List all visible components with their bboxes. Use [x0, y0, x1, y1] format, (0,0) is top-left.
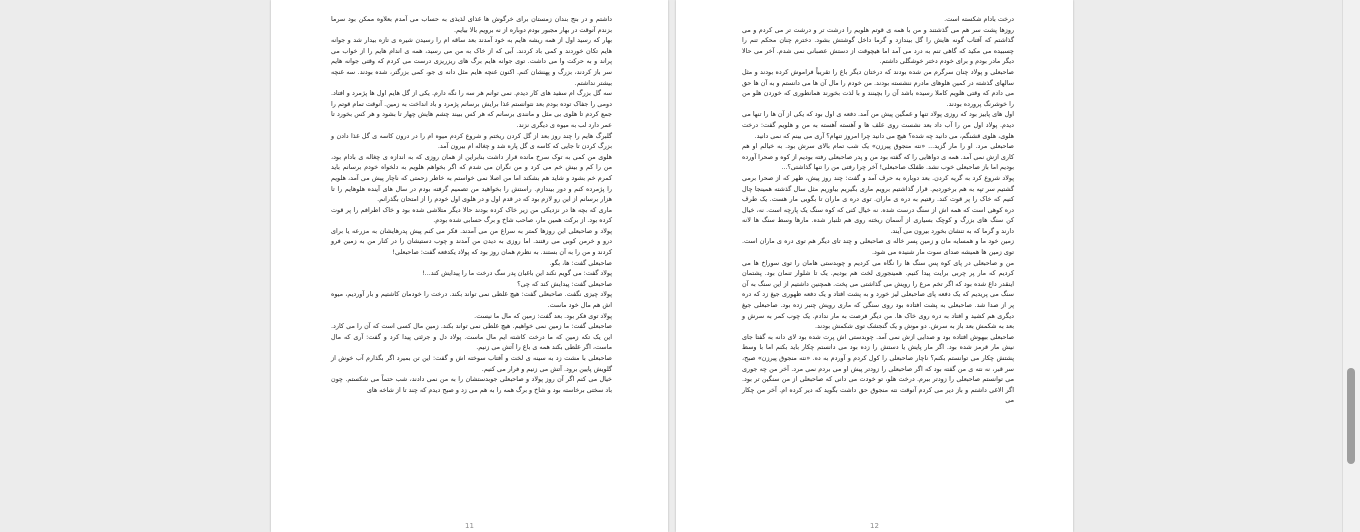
page-text: داشتم و در بنج بندان زمستان برای خرگوش ها غذای لذیذی به حساب می آمدم بعلاوه ممکن بود سرما بزندم آنوقت در بهار مجبور بودم دوباره از نه برویم بالا بیایم. بهار که رسید اول از همه ریشه هایم به خود آمدند بعد ساقه ام را رسیدن شیره ی تازه بیدار شد و جوانه هایم تکان خوردند و کمی باد کردند. آبی که از خاک به من می رسید، همه ی اندام هایم را از خواب می پراند و به حرکت وا می داشت. توی جوانه هایم برگ های ریزریزی درست می کردم که وقتی جوانه هایم سر باز کردند، بزرگ و پهنشان کنم. اکنون غنچه هایم مثل دانه ی جو، کمی بزرگتر، شده بودند. سه غنچه بیشتر نداشتم. سه گل بزرگ ام سفید های کار دیدم. نمی توانم هر سه را نگه دارم. یکی از گل هایم اول ها پژمرد و افتاد. دومی را جفاک توده بودم بعد نتوانستم غذا برایش برسانم پژمرد و باد انداخت به زمین. آنوقت تمام قوتم را جمع کردم تا هلوی بی مثل و مانندی برسانم که هر کس ببیند چشم هایش چهار تا بشود و هر کس بخورد تا عمر دارد لب به میوه ی دیگری نزند. گلبرگ هایم را چند روز بعد از گل کردن ریختم و شروع کردم میوه ام را در درون کاسه ی گل غذا دادن و بزرگ کردن تا جایی که کاسه ی گل پاره شد و چغاله ام بیرون آمد. هلوی من کمی به توک سرخ مانده قرار داشت بنابراین از همان روزی که به اندازه ی چغاله ی بادام بود، من را کم و بیش خم می کرد و من نگران می شدم که اگر بخواهم هلویم به دلخواه خودم برسانم باید کمرم خم بشود و شاید هم بشکند اما من اصلا نمی خواستم به خاطر زحمتی که ناچار پیش می آمد، هلویم را پژمرده کنم و دور بیندازم. راستش را بخواهید من تصمیم گرفته بودم در سال های آینده هلوهایم را تا هزار برسانم از این رو لازم بود که در قدم اول و در هلوی اول خودم را از امتحان بگذرانم. ماری که بچه ها در نزدیکی من زیر خاک کرده بودند حالا دیگر متلاشی شده بود و خاک اطرافم را پر قوت کرده بود. از برکت همین مار، صاحب شاخ و برگ حسابی شده بودم. پولاد و صاحبعلی این روزها کمتر به سراغ من می آمدند. فکر می کنم پیش پدرهایشان به مزرعه یا برای درو و خرمن کوبی می رفتند. اما روزی به دیدن من آمدند و چوب دستیشان را در کنار من به زمین فرو کردند و من را به آن بستند. به نظرم همان روز بود که پولاد یکدفعه گفت: صاحبعلی! صاحبعلی گفت: ها، بگو. پولاد گفت: می گویم نکند این باغبان پدر سگ درخت ما را پیدایش کند...! صاحبعلی گفت: پیدایش کند که چی؟ پولاد چیزی نگفت. صاحبعلی گفت: هیچ غلطی نمی تواند بکند. درخت را خودمان کاشتیم و بار آوردیم، میوه اش هم مال خود ماست. پولاد توی فکر بود. بعد گفت: زمین که مال ما نیست. صاحبعلی گفت: ما زمین نمی خواهیم. هیچ غلطی نمی تواند بکند. زمین مال کسی است که آن را می کارد. این یک تکه زمین که ما درخت کاشته ایم مال ماست. پولاد دل و جرئتی پیدا کرد و گفت: آری که مال ماست، اگر غلطی بکند همه ی باغ را آتش می زنیم. صاحبعلی با مشت زد به سینه ی لخت و آفتاب سوخته اش و گفت: این تن بمیرد اگر بگذارم آب خوش از گلویش پایین برود. آتش می زنیم و فرار می کنیم. خیال می کنم اگر آن روز پولاد و صاحبعلی جوبدستشان را به من نمی دادند، شب حتماً می شکستم. چون باد سختی برخاسته بود و شاخ و برگ همه را به هم می زد و صبح دیدم که چند تا از شاخه های — [331, 15, 612, 394]
page-number: 11 — [465, 522, 474, 530]
document-page-left — [271, 0, 668, 532]
vertical-scrollbar[interactable] — [1342, 0, 1360, 532]
page-number: 12 — [870, 522, 879, 530]
scrollbar-thumb[interactable] — [1347, 368, 1355, 464]
page-text: درخت بادام شکسته است. روزها پشت سر هم می گذشتند و من با همه ی قوتم هلویم را درشت تر و درشت تر می کردم و می گذاشتم که آفتاب گونه هایش را گل بیندازد و گرما داخل گوشتش بشود. دخترم چنان محکم تنم را چسبیده می مکید که گاهی تنم به درد می آمد اما هیچوقت از دستش عصبانی نمی شدم. آخر می حالا دیگر مادر بودم و برای خودم دختر خوشگلی داشتم. صاحبعلی و پولاد چنان سرگرم من شده بودند که درختان دیگر باغ را تقریباً فراموش کرده بودند و مثل سالهای گذشته در کمین هلوهای مادرم ننشسته بودند. من خودم را مال آن ها می دانستم و به آن ها حق می دادم که وقتی هلویم کاملا رسیده باشد آن را بچینند و با لذت بخورند همانطوری که خوردن هلو من را خوشرنگ پرورده بودند. اول های پاییز بود که روزی پولاد تنها و غمگین پیش من آمد. دفعه ی اول بود که یکی از آن ها را تنها می دیدم. پولاد اول من را آب داد بعد نشست روی علف ها و آهسته آهسته به من و هلویم گفت: درخت هلوی، هلوی قشنگم، می دانید چه شده؟ هیچ می دانید چرا امروز تنهام؟ آری می بینم که نمی دانید. صاحبعلی مرد. او را مار گزید... «نته منجوق پیرزن» یک شب تمام بالای سرش بود. به خیالم او هم کاری ازش نمی آمد. همه ی دواهایی را که گفته بود من و پدر صاحبعلی رفته بودیم از کوه و صحرا آورده بودیم اما باز صاحبعلی خوب نشد. طفلک صاحبعلی! آخر چرا رفتی من را تنها گذاشتی؟... پولاد شروع کرد به گریه کردن. بعد دوباره به حرف آمد و گفت: چند روز پیش، ظهر که از صحرا برمی گشتیم سر تپه به هم برخوردیم. قرار گذاشتیم برویم ماری بگیریم بیاوریم مثل سال گذشته همینجا چال کنیم که خاک را پر قوت کند. رفتیم به دره ی ماران. توی دره ی ماران تا بگویی مار هست. یک طرف دره کوهی است که همه اش از سنگ درست شده. نه خیال کنی که کوه سنگ یک پارچه است. نه، خیال کن سنگ های بزرگ و کوچک بسیاری از آسمان ریخته روی هم تلنبار شده. مارها وسط سنگ ها لانه دارند و گرما که به تنشان بخورد بیرون می آیند. زمین خود ما و همسایه مان و زمین پسر خاله ی صاحبعلی و چند تای دیگر هم توی دره ی ماران است. توی زمین ها همیشه صدای سوت مار شنیده می شود. من و صاحبعلی در پای کوه پس سنگ ها را نگاه می کردیم و چوبدستی هامان را توی سوراخ ها می کردیم که مار پر چربی برایت پیدا کنیم. همینجوری لخت هم بودیم. یک تا شلوار تنمان بود. پشتمان اینقدر داغ شده بود که اگر تخم مرغ را رویش می گذاشتی می پخت. همچنین داشتیم از این سنگ به آن سنگ می پریدیم که یک دفعه پای صاحبعلی لیز خورد و به پشت افتاد و یک دفعه ظهوری جیغ زد که دره پر از صدا شد. صاحبعلی به پشت افتاده بود روی سنگی که ماری رویش چنبر زده بود. صاحبعلی جیغ دیگری هم کشید و افتاد به دره روی خاک ها. من دیگر فرصت به مار ندادم. یک چوب کمر به سرش و بعد به شکمش بعد باز به سرش. دو موش و یک گنجشک توی شکمش بودند. صاحبعلی بیهوش افتاده بود و صدایی ازش نمی آمد. چوبدستی اش پرت شده بود لای دانه به گفتا جای نیش مار قرمز شده بود. اگر مار پایش یا دستش را زده بود می دانستم چکار باید بکنم اما با وسط پشتش چکار می توانستم بکنم؟ ناچار صاحبعلی را کول کردم و آوردم به ده. «نته منجوق پیرزن» صبح، سر قبر، نه نته ی من گفته بود که اگر صاحبعلی را زودتر پیش او می بردم نمی مرد. آخر من چه جوری می توانستم صاحبعلی را زودتر ببرم. درخت هلو، تو خودت می دانی که صاحبعلی از من سنگین تر بود. اگر الاغی داشتم و باز دیر می کردم آنوقت نته منجوق حق داشت بگوید که دیر کرده ام. آخر من چکار می — [742, 15, 1014, 405]
document-page-right — [676, 0, 1073, 532]
